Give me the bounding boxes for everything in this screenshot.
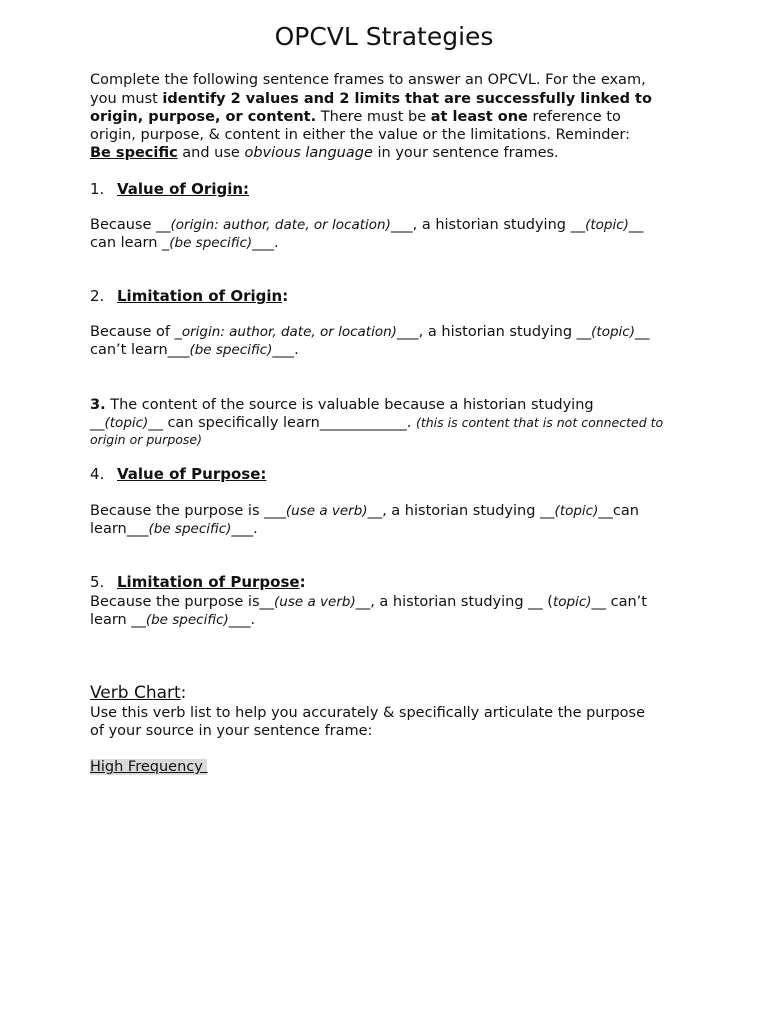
section-3-line-3: origin or purpose) bbox=[90, 432, 202, 447]
verb-chart-line-1: Use this verb list to help you accurately & specifically articulate the purpose bbox=[90, 705, 646, 721]
section-heading-text: Value of Purpose: bbox=[117, 465, 267, 483]
high-frequency-label: High Frequency bbox=[90, 759, 208, 775]
be-specific-text: Be specific bbox=[90, 145, 178, 161]
intro-text: reference to bbox=[527, 109, 621, 125]
section-2-frame-line-2: can’t learn___(be specific)___. bbox=[90, 342, 299, 358]
page-title: OPCVL Strategies bbox=[274, 22, 494, 51]
intro-line-4: origin, purpose, & content in either the value or the limitations. Reminder: bbox=[90, 127, 631, 143]
obvious-language-text: obvious language bbox=[244, 145, 373, 161]
section-number: 3. bbox=[90, 397, 106, 413]
intro-text: and use bbox=[177, 145, 245, 161]
section-number: 4. bbox=[90, 465, 105, 483]
section-2-heading: 2. Limitation of Origin: bbox=[90, 287, 289, 305]
intro-text: in your sentence frames. bbox=[372, 145, 559, 161]
section-4-heading bbox=[90, 465, 266, 483]
section-1-heading bbox=[90, 180, 249, 198]
intro-line-1: Complete the following sentence frames to answer an OPCVL. For the exam, bbox=[90, 72, 646, 88]
section-1-frame-line-2: can learn _(be specific)___. bbox=[90, 235, 279, 251]
section-3-line-2: __(topic)__ can specifically learn____________. (this is content that is not connected to bbox=[90, 415, 664, 431]
intro-line-2 bbox=[90, 90, 652, 108]
section-3-line-1: 3. The content of the source is valuable because a historian studying bbox=[90, 397, 594, 413]
intro-bold-at-least-one: at least one bbox=[430, 109, 528, 125]
intro-text: There must be bbox=[316, 109, 431, 125]
verb-chart-title: Verb Chart bbox=[90, 683, 181, 703]
section-heading-text: Limitation of Origin bbox=[117, 287, 283, 305]
section-1-frame-line-1: Because __(origin: author, date, or location)___, a historian studying __(topic)__ bbox=[90, 217, 644, 233]
section-number: 1. bbox=[90, 180, 105, 198]
verb-chart-heading: Verb Chart: bbox=[90, 683, 187, 703]
section-5-frame-line-2: learn __(be specific)___. bbox=[90, 612, 256, 628]
intro-text: you must bbox=[90, 91, 163, 107]
verb-chart-line-2: of your source in your sentence frame: bbox=[90, 723, 373, 739]
section-4-frame-line-2: learn___(be specific)___. bbox=[90, 521, 258, 537]
section-5-frame-line-1: Because the purpose is__(use a verb)__, a historian studying __ (topic)__ can’t bbox=[90, 594, 647, 610]
section-number: 2. bbox=[90, 287, 105, 305]
section-number: 5. bbox=[90, 573, 105, 591]
section-heading-text: Limitation of Purpose bbox=[117, 573, 300, 591]
section-heading-text: Value of Origin: bbox=[117, 180, 250, 198]
section-5-heading: 5. Limitation of Purpose: bbox=[90, 573, 306, 591]
intro-line-5 bbox=[90, 144, 559, 162]
section-4-frame-line-1: Because the purpose is ___(use a verb)__, a historian studying __(topic)__can bbox=[90, 503, 639, 519]
intro-bold-requirement: identify 2 values and 2 limits that are successfully linked to bbox=[162, 91, 652, 107]
intro-line-3 bbox=[90, 108, 621, 126]
intro-bold-requirement-cont: origin, purpose, or content. bbox=[90, 109, 317, 125]
section-2-frame-line-1: Because of _origin: author, date, or location)___, a historian studying __(topic)__ bbox=[90, 324, 650, 340]
